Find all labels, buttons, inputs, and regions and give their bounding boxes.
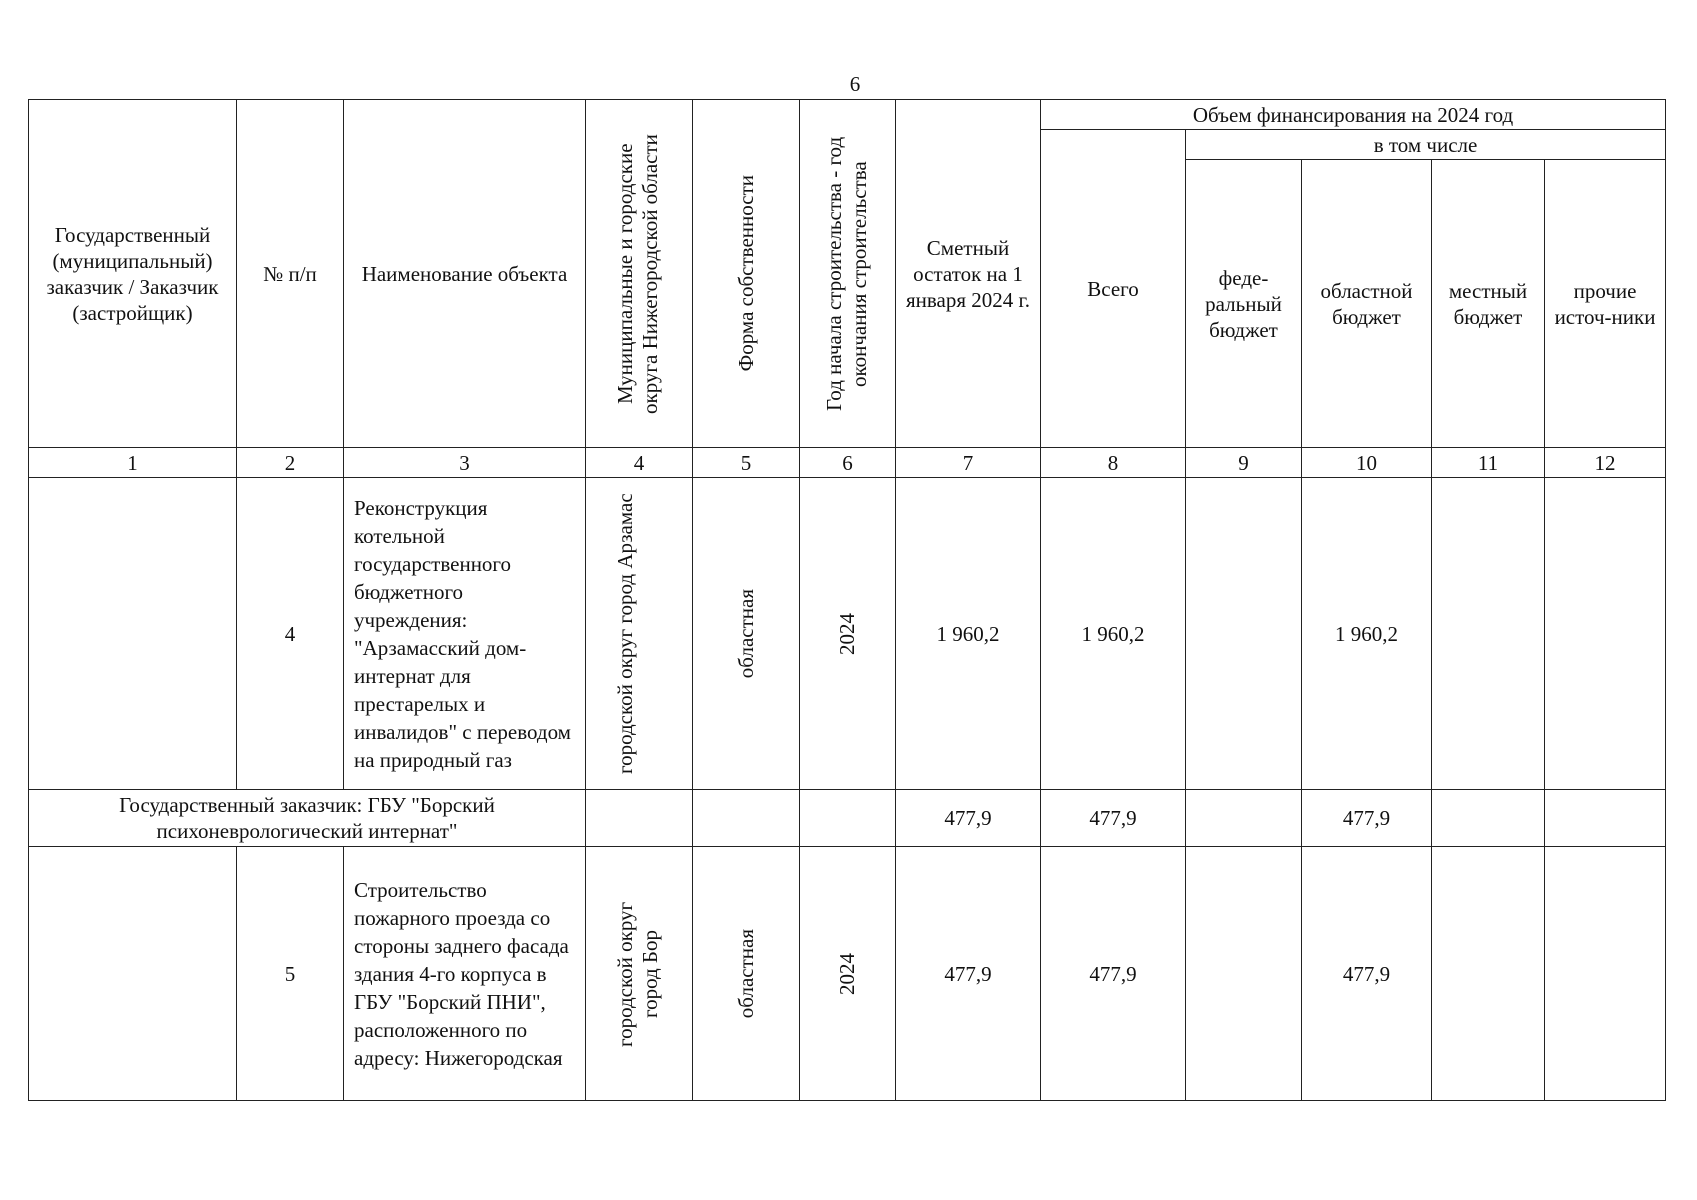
column-number: 4 bbox=[586, 448, 693, 478]
row-other bbox=[1545, 478, 1666, 790]
row-number: 5 bbox=[237, 847, 344, 1101]
column-number: 8 bbox=[1041, 448, 1186, 478]
header-including: в том числе bbox=[1186, 130, 1666, 160]
financing-table bbox=[28, 99, 1666, 1101]
header-years-text: Год начала строительства - год окончания строительства bbox=[821, 136, 871, 411]
row-total: 477,9 bbox=[1041, 847, 1186, 1101]
header-estimate: Сметный остаток на 1 января 2024 г. bbox=[896, 100, 1041, 448]
row-ownership-text: областная bbox=[733, 928, 758, 1019]
row-years-text: 2024 bbox=[835, 612, 859, 655]
header-regional: областной бюджет bbox=[1302, 160, 1432, 448]
header-district bbox=[586, 100, 693, 448]
column-number: 10 bbox=[1302, 448, 1432, 478]
header-customer: Государственный (муниципальный) заказчик / Заказчик (застройщик) bbox=[29, 100, 237, 448]
row-district-text: городской округ город Арзамас bbox=[613, 493, 637, 774]
row-ownership bbox=[693, 478, 800, 790]
column-number: 6 bbox=[800, 448, 896, 478]
summary-empty bbox=[586, 790, 693, 847]
row-customer bbox=[29, 478, 237, 790]
row-district bbox=[586, 847, 693, 1101]
row-federal bbox=[1186, 478, 1302, 790]
row-object-name: Строительство пожарного проезда со стороны заднего фасада здания 4-го корпуса в ГБУ "Борский ПНИ", расположенного по адресу: Нижегородская bbox=[344, 847, 586, 1101]
column-number: 3 bbox=[344, 448, 586, 478]
header-ownership-text: Форма собственности bbox=[733, 175, 758, 372]
summary-empty bbox=[693, 790, 800, 847]
summary-federal bbox=[1186, 790, 1302, 847]
row-district-text: городской округ город Бор bbox=[613, 900, 662, 1047]
row-years bbox=[800, 847, 896, 1101]
column-number: 12 bbox=[1545, 448, 1666, 478]
header-ownership bbox=[693, 100, 800, 448]
row-local bbox=[1432, 478, 1545, 790]
row-ownership-text: областная bbox=[733, 588, 758, 679]
summary-empty bbox=[800, 790, 896, 847]
row-federal bbox=[1186, 847, 1302, 1101]
row-other bbox=[1545, 847, 1666, 1101]
row-years-text: 2024 bbox=[835, 952, 859, 995]
summary-local bbox=[1432, 790, 1545, 847]
row-ownership bbox=[693, 847, 800, 1101]
header-number: № п/п bbox=[237, 100, 344, 448]
row-total: 1 960,2 bbox=[1041, 478, 1186, 790]
row-regional: 477,9 bbox=[1302, 847, 1432, 1101]
summary-other bbox=[1545, 790, 1666, 847]
column-number: 7 bbox=[896, 448, 1041, 478]
customer-summary-row bbox=[29, 790, 1666, 847]
row-estimate: 477,9 bbox=[896, 847, 1041, 1101]
summary-regional: 477,9 bbox=[1302, 790, 1432, 847]
row-regional: 1 960,2 bbox=[1302, 478, 1432, 790]
row-years bbox=[800, 478, 896, 790]
row-number: 4 bbox=[237, 478, 344, 790]
row-object-name: Реконструкция котельной государственного бюджетного учреждения: "Арзамасский дом-интернат для престарелых и инвалидов" с переводом на природный газ bbox=[344, 478, 586, 790]
column-number: 2 bbox=[237, 448, 344, 478]
column-number: 11 bbox=[1432, 448, 1545, 478]
header-federal: феде-ральный бюджет bbox=[1186, 160, 1302, 448]
header-object-name: Наименование объекта bbox=[344, 100, 586, 448]
table-row bbox=[29, 847, 1666, 1101]
row-local bbox=[1432, 847, 1545, 1101]
column-numbers-row bbox=[29, 448, 1666, 478]
header-years bbox=[800, 100, 896, 448]
header-district-text: Муниципальные и городские округа Нижегородской области bbox=[613, 133, 662, 414]
row-estimate: 1 960,2 bbox=[896, 478, 1041, 790]
table-row bbox=[29, 478, 1666, 790]
header-total: Всего bbox=[1041, 130, 1186, 448]
row-district bbox=[586, 478, 693, 790]
customer-summary: Государственный заказчик: ГБУ "Борский психоневрологический интернат" bbox=[29, 790, 586, 847]
column-number: 1 bbox=[29, 448, 237, 478]
header-financing-title: Объем финансирования на 2024 год bbox=[1041, 100, 1666, 130]
column-number: 5 bbox=[693, 448, 800, 478]
page-number: 6 bbox=[849, 72, 861, 96]
column-number: 9 bbox=[1186, 448, 1302, 478]
row-customer bbox=[29, 847, 237, 1101]
header-local: местный бюджет bbox=[1432, 160, 1545, 448]
summary-estimate: 477,9 bbox=[896, 790, 1041, 847]
header-other: прочие источ-ники bbox=[1545, 160, 1666, 448]
summary-total: 477,9 bbox=[1041, 790, 1186, 847]
